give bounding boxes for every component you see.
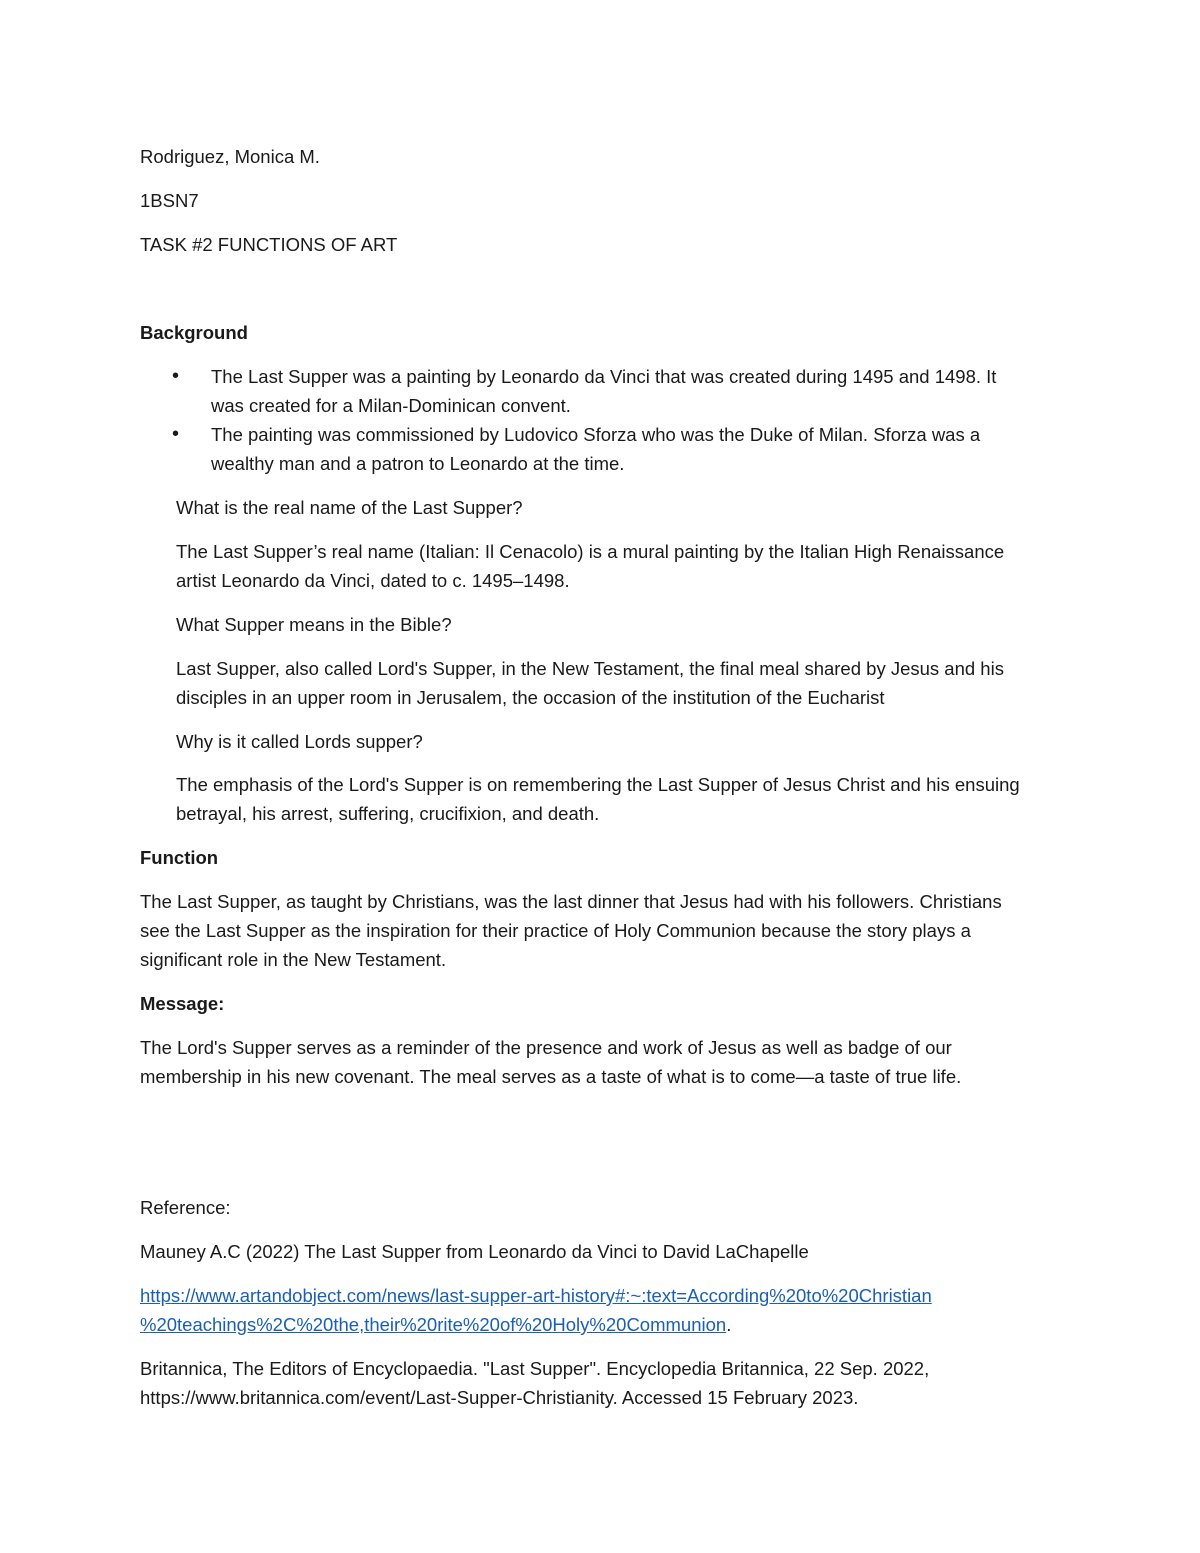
answer-3-line-1: The emphasis of the Lord's Supper is on remembering the Last Supper of Jesus Christ and his ensuing [176, 774, 1020, 795]
function-heading: Function [140, 847, 219, 868]
bullet-2-line-1: The painting was commissioned by Ludovico Sforza who was the Duke of Milan. Sforza was a [211, 424, 981, 445]
question-1: What is the real name of the Last Supper? [176, 497, 523, 518]
answer-2-line-2: disciples in an upper room in Jerusalem, the occasion of the institution of the Eucharist [176, 687, 885, 708]
question-2: What Supper means in the Bible? [176, 614, 452, 635]
reference-heading: Reference: [140, 1197, 231, 1218]
answer-1-line-1: The Last Supper’s real name (Italian: Il Cenacolo) is a mural painting by the Italian High Renaissance [176, 541, 1005, 562]
reference-1: Mauney A.C (2022) The Last Supper from Leonardo da Vinci to David LaChapelle [140, 1241, 809, 1262]
bullet-1-line-2: was created for a Milan-Dominican convent. [211, 395, 571, 416]
task-title: TASK #2 FUNCTIONS OF ART [140, 234, 398, 255]
reference-link-line-1 [140, 1281, 932, 1310]
function-line-2: see the Last Supper as the inspiration for their practice of Holy Communion because the story plays a [140, 920, 971, 941]
reference-link-part-2[interactable]: %20teachings%2C%20the,their%20rite%20of%20Holy%20Communion [140, 1314, 727, 1335]
function-line-1: The Last Supper, as taught by Christians, was the last dinner that Jesus had with his followers. Christians [140, 891, 1002, 912]
reference-link-part-1[interactable]: https://www.artandobject.com/news/last-supper-art-history#:~:text=According%20to%20Christian [140, 1285, 932, 1306]
bullet-2-line-2: wealthy man and a patron to Leonardo at the time. [211, 453, 625, 474]
reference-2-line-2: https://www.britannica.com/event/Last-Supper-Christianity. Accessed 15 February 2023. [140, 1387, 859, 1408]
student-name: Rodriguez, Monica M. [140, 146, 320, 167]
reference-link-period: . [726, 1314, 732, 1335]
message-line-2: membership in his new covenant. The meal serves as a taste of what is to come—a taste of true life. [140, 1066, 962, 1087]
background-heading: Background [140, 322, 248, 343]
reference-link-line-2 [140, 1310, 731, 1339]
bullet-1-line-1: The Last Supper was a painting by Leonardo da Vinci that was created during 1495 and 1498. It [211, 366, 997, 387]
message-heading: Message: [140, 993, 225, 1014]
answer-3-line-2: betrayal, his arrest, suffering, crucifixion, and death. [176, 803, 600, 824]
reference-2-line-1: Britannica, The Editors of Encyclopaedia. "Last Supper". Encyclopedia Britannica, 22 Sep. 2022, [140, 1358, 930, 1379]
answer-2-line-1: Last Supper, also called Lord's Supper, in the New Testament, the final meal shared by Jesus and his [176, 658, 1004, 679]
message-line-1: The Lord's Supper serves as a reminder of the presence and work of Jesus as well as badge of our [140, 1037, 952, 1058]
section-code: 1BSN7 [140, 190, 199, 211]
function-line-3: significant role in the New Testament. [140, 949, 447, 970]
question-3: Why is it called Lords supper? [176, 731, 423, 752]
bullet-dot-icon: • [172, 365, 180, 387]
answer-1-line-2: artist Leonardo da Vinci, dated to c. 1495–1498. [176, 570, 570, 591]
bullet-dot-icon: • [172, 423, 180, 445]
